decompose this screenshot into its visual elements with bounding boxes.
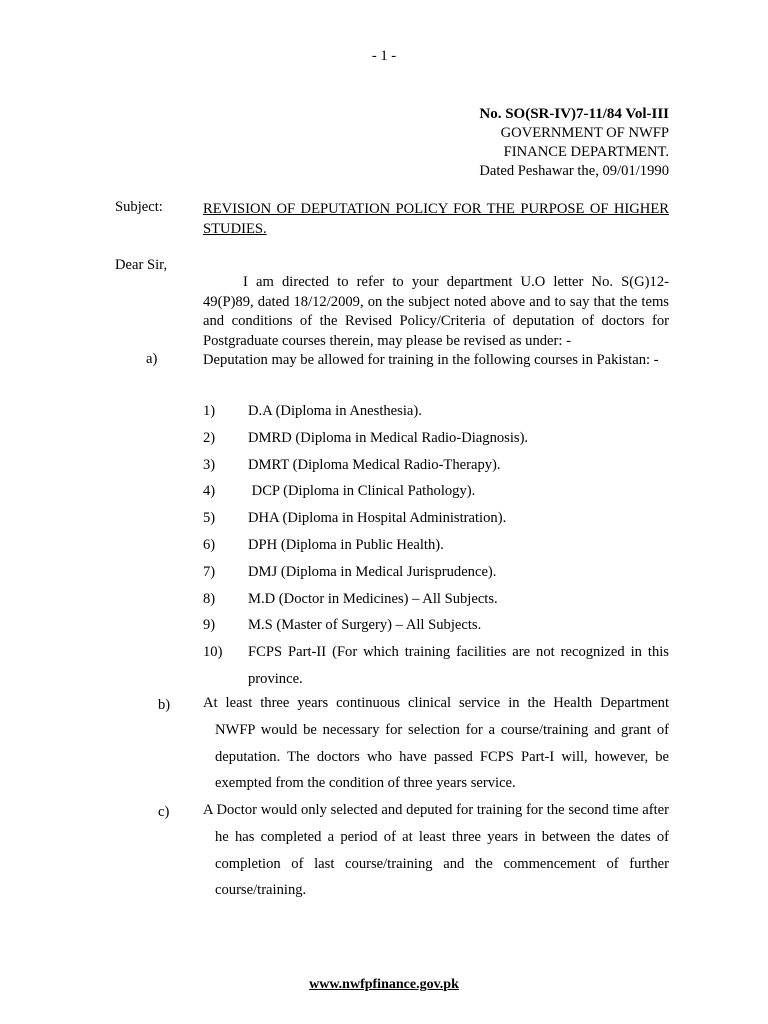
list-item bbox=[203, 478, 669, 505]
reference-number: No. SO(SR-IV)7-11/84 Vol-III bbox=[479, 106, 669, 122]
list-item-number: 6) bbox=[203, 536, 216, 553]
clause-c-letter: c) bbox=[158, 804, 170, 820]
letter-date: Dated Peshawar the, 09/01/1990 bbox=[479, 163, 669, 179]
clause-b-letter: b) bbox=[158, 697, 171, 713]
salutation: Dear Sir, bbox=[115, 257, 168, 273]
list-item bbox=[203, 505, 669, 532]
list-item-number: 4) bbox=[203, 483, 216, 500]
list-item-number: 2) bbox=[203, 429, 216, 446]
list-item bbox=[203, 425, 669, 452]
list-item-text: DPH (Diploma in Public Health). bbox=[248, 536, 444, 553]
list-item-text: DMJ (Diploma in Medical Jurisprudence). bbox=[248, 563, 497, 580]
list-item bbox=[203, 639, 669, 693]
list-item-number: 1) bbox=[203, 403, 216, 419]
clause-c-text: A Doctor would only selected and deputed for training for the second time after he has completed a period of at least three years in between the dates of completion of last course/training and the commencement of further course/training. bbox=[203, 802, 669, 899]
clause-a-text: Deputation may be allowed for training in the following courses in Pakistan: - bbox=[203, 352, 659, 368]
list-item-number: 10) bbox=[203, 644, 223, 661]
list-item-number: 7) bbox=[203, 563, 216, 580]
department-name: FINANCE DEPARTMENT. bbox=[503, 144, 669, 160]
list-item bbox=[203, 559, 669, 586]
list-item-number: 5) bbox=[203, 510, 216, 527]
website-link[interactable]: www.nwfpfinance.gov.pk bbox=[309, 977, 459, 992]
list-item-number: 8) bbox=[203, 590, 216, 607]
list-item-text: M.D (Doctor in Medicines) – All Subjects. bbox=[248, 590, 498, 607]
list-item bbox=[203, 612, 669, 639]
subject-label: Subject: bbox=[115, 199, 163, 215]
government-name: GOVERNMENT OF NWFP bbox=[500, 125, 669, 141]
intro-text: I am directed to refer to your department U.O letter No. S(G)12-49(P)89, dated 18/12/2009, on the subject noted above and to say that the tems and conditions of the Revised Policy/Criteria of deputation of doctors for Postgraduate courses therein, may please be revised as under: - bbox=[203, 274, 669, 349]
clause-b-text: At least three years continuous clinical service in the Health Department NWFP would be necessary for selection for a course/training and grant of deputation. The doctors who have passed FCPS Part-I will, however, be exempted from the condition of three years service. bbox=[203, 695, 669, 792]
intro-paragraph bbox=[203, 273, 669, 351]
list-item-number: 9) bbox=[203, 617, 216, 634]
list-item bbox=[203, 398, 669, 425]
list-item-text: M.S (Master of Surgery) – All Subjects. bbox=[248, 617, 482, 634]
list-item-text: D.A (Diploma in Anesthesia). bbox=[248, 403, 422, 419]
list-item bbox=[203, 532, 669, 559]
course-list bbox=[203, 398, 669, 693]
page-number: - 1 - bbox=[371, 48, 397, 64]
subject-text: REVISION OF DEPUTATION POLICY FOR THE PURPOSE OF HIGHER STUDIES. bbox=[203, 201, 669, 237]
list-item bbox=[203, 452, 669, 479]
list-item-text: DMRT (Diploma Medical Radio-Therapy). bbox=[248, 456, 501, 473]
list-item-text: DHA (Diploma in Hospital Administration). bbox=[248, 510, 507, 527]
list-item-number: 3) bbox=[203, 456, 216, 473]
list-item bbox=[203, 586, 669, 613]
letter-header bbox=[479, 105, 669, 181]
list-item-text: FCPS Part-II (For which training facilities are not recognized in this province. bbox=[248, 644, 669, 687]
list-item-text: DMRD (Diploma in Medical Radio-Diagnosis). bbox=[248, 429, 529, 446]
clause-a-letter: a) bbox=[146, 351, 158, 367]
list-item-text: DCP (Diploma in Clinical Pathology). bbox=[248, 483, 476, 500]
